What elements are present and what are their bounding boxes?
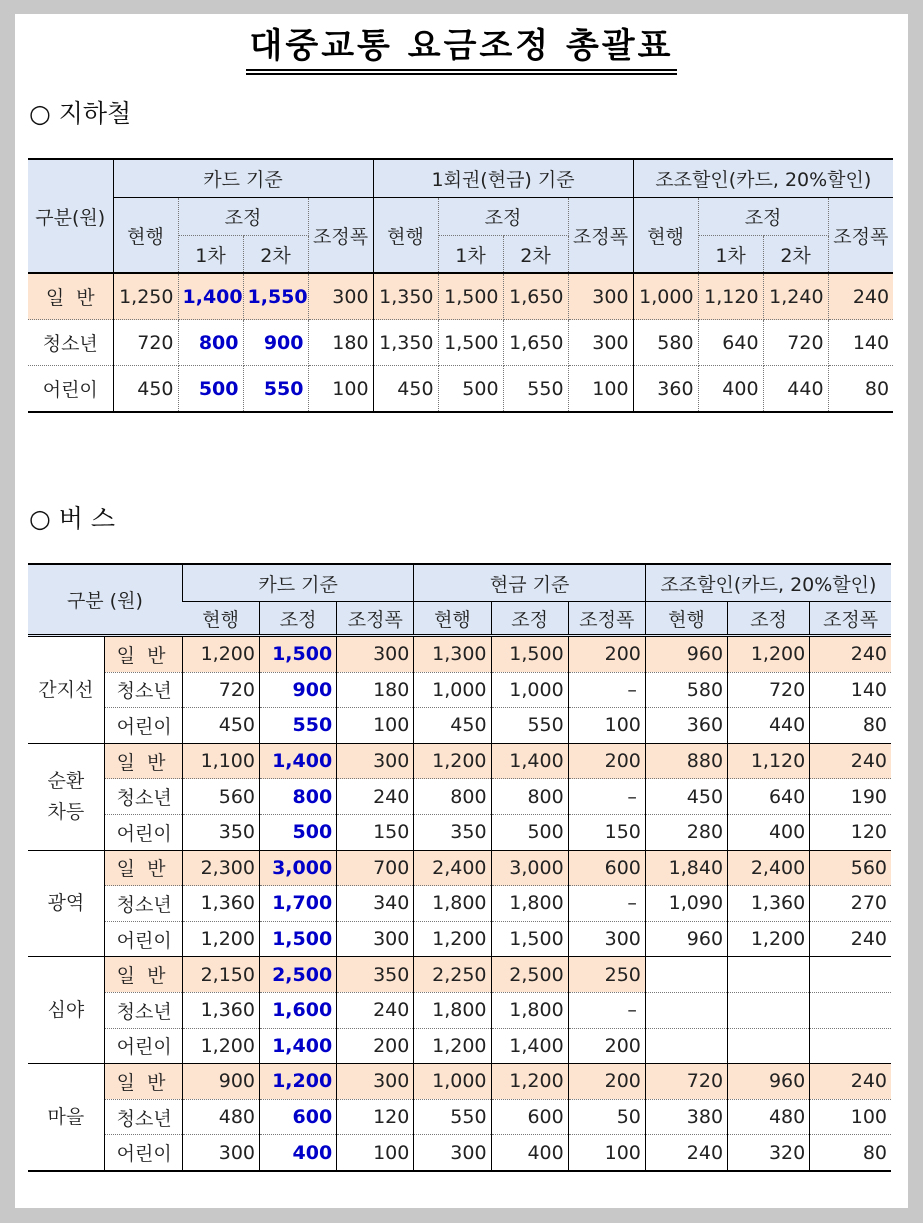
fare-cell: 580 <box>645 672 727 708</box>
fare-cell: 1,500 <box>438 273 503 320</box>
row-label: 청소년 <box>28 320 113 366</box>
fare-cell: 300 <box>337 1064 414 1100</box>
fare-cell: 560 <box>182 779 259 815</box>
fare-cell: 200 <box>568 1028 645 1064</box>
fare-cell: 560 <box>810 850 891 886</box>
table-row <box>28 708 891 744</box>
table-row <box>28 992 891 1028</box>
fare-cell <box>728 957 810 993</box>
fare-cell: 880 <box>645 743 727 779</box>
fare-cell: 150 <box>568 814 645 850</box>
table-row <box>28 743 891 779</box>
row-label: 일 반 <box>104 743 182 779</box>
fare-cell: 640 <box>728 779 810 815</box>
fare-cell <box>728 1028 810 1064</box>
table-row <box>28 921 891 957</box>
group-header-early-discount: 조조할인(카드, 20%할인) <box>645 564 891 602</box>
fare-cell: 1,250 <box>113 273 178 320</box>
fare-cell: 550 <box>243 366 308 413</box>
bus-type-label: 마을 <box>28 1064 104 1171</box>
fare-cell: 100 <box>568 708 645 744</box>
row-label: 일 반 <box>104 850 182 886</box>
fare-cell: 1,200 <box>728 921 810 957</box>
fare-cell: 580 <box>633 320 698 366</box>
fare-cell: 100 <box>568 366 633 413</box>
fare-cell: 1,700 <box>260 886 337 922</box>
fare-cell: 1,360 <box>182 886 259 922</box>
fare-cell: 960 <box>645 921 727 957</box>
fare-cell: 600 <box>260 1099 337 1135</box>
fare-cell: 80 <box>810 708 891 744</box>
fare-cell: 1,650 <box>503 273 568 320</box>
fare-cell: 1,200 <box>182 636 259 673</box>
fare-cell: 500 <box>491 814 568 850</box>
row-label: 청소년 <box>104 886 182 922</box>
subheader-second: 2차 <box>763 236 828 274</box>
document-title: 대중교통 요금조정 총괄표 <box>246 18 678 75</box>
fare-cell: 1,000 <box>633 273 698 320</box>
fare-cell: 100 <box>337 1135 414 1171</box>
fare-cell: 320 <box>728 1135 810 1171</box>
subheader-second: 2차 <box>243 236 308 274</box>
fare-cell: 240 <box>810 921 891 957</box>
fare-cell: 550 <box>260 708 337 744</box>
fare-cell: 1,240 <box>763 273 828 320</box>
fare-cell: 2,250 <box>414 957 491 993</box>
subheader-current: 현행 <box>113 198 178 274</box>
row-label: 어린이 <box>104 814 182 850</box>
fare-cell: 960 <box>728 1064 810 1100</box>
fare-cell: 800 <box>491 779 568 815</box>
fare-cell <box>645 1028 727 1064</box>
subheader-diff: 조정폭 <box>568 198 633 274</box>
document-page <box>15 14 908 1208</box>
fare-cell: 1,500 <box>260 921 337 957</box>
fare-cell: 1,200 <box>414 921 491 957</box>
fare-cell: 640 <box>698 320 763 366</box>
subheader-diff: 조정폭 <box>568 602 645 636</box>
fare-cell: 700 <box>337 850 414 886</box>
fare-cell: 960 <box>645 636 727 673</box>
fare-cell: 2,400 <box>728 850 810 886</box>
table-row <box>28 957 891 993</box>
fare-cell: 450 <box>414 708 491 744</box>
fare-cell: 500 <box>260 814 337 850</box>
fare-cell: 200 <box>337 1028 414 1064</box>
fare-cell <box>810 957 891 993</box>
fare-cell: 1,200 <box>182 1028 259 1064</box>
fare-cell: 450 <box>113 366 178 413</box>
fare-cell: 100 <box>337 708 414 744</box>
fare-cell: 200 <box>568 1064 645 1100</box>
row-label: 청소년 <box>104 1099 182 1135</box>
fare-cell: 1,360 <box>728 886 810 922</box>
fare-cell: 440 <box>763 366 828 413</box>
fare-cell: 800 <box>260 779 337 815</box>
fare-cell: 1,500 <box>491 921 568 957</box>
fare-cell: 300 <box>568 320 633 366</box>
fare-cell: – <box>568 992 645 1028</box>
fare-cell: 550 <box>491 708 568 744</box>
subheader-first: 1차 <box>438 236 503 274</box>
group-header-card: 카드 기준 <box>182 564 414 602</box>
fare-cell: 180 <box>308 320 373 366</box>
fare-cell: 500 <box>178 366 243 413</box>
bus-type-label: 광역 <box>28 850 104 957</box>
subheader-current: 현행 <box>182 602 259 636</box>
fare-cell: 400 <box>728 814 810 850</box>
fare-cell: 2,300 <box>182 850 259 886</box>
fare-cell: 1,090 <box>645 886 727 922</box>
row-label: 어린이 <box>104 921 182 957</box>
fare-cell: 340 <box>337 886 414 922</box>
fare-cell: 300 <box>337 743 414 779</box>
fare-cell: 3,000 <box>260 850 337 886</box>
section-subway-heading: ○ 지하철 <box>29 99 132 128</box>
fare-cell: 380 <box>645 1099 727 1135</box>
table-row <box>28 366 893 413</box>
column-header-category: 구분(원) <box>28 159 113 273</box>
fare-cell: 300 <box>337 921 414 957</box>
table-row <box>28 672 891 708</box>
fare-cell: 100 <box>568 1135 645 1171</box>
fare-cell: 500 <box>438 366 503 413</box>
fare-cell: 200 <box>568 743 645 779</box>
subheader-current: 현행 <box>645 602 727 636</box>
fare-cell: 240 <box>337 779 414 815</box>
row-label: 일 반 <box>104 957 182 993</box>
subway-fare-table <box>28 158 893 413</box>
fare-cell: 100 <box>810 1099 891 1135</box>
fare-cell: 80 <box>828 366 893 413</box>
fare-cell: 280 <box>645 814 727 850</box>
fare-cell: 900 <box>182 1064 259 1100</box>
fare-cell: 450 <box>373 366 438 413</box>
fare-cell: 360 <box>645 708 727 744</box>
fare-cell: 900 <box>243 320 308 366</box>
fare-cell: 240 <box>337 992 414 1028</box>
fare-cell: 1,550 <box>243 273 308 320</box>
fare-cell: 50 <box>568 1099 645 1135</box>
fare-cell: 450 <box>645 779 727 815</box>
table-row <box>28 1099 891 1135</box>
row-label: 어린이 <box>104 1028 182 1064</box>
subheader-diff: 조정폭 <box>337 602 414 636</box>
fare-cell: 1,800 <box>414 886 491 922</box>
section-bus-heading: ○ 버 스 <box>29 504 116 533</box>
fare-cell: 1,350 <box>373 273 438 320</box>
row-label: 청소년 <box>104 672 182 708</box>
group-header-early-discount: 조조할인(카드, 20%할인) <box>633 159 893 198</box>
fare-cell <box>645 957 727 993</box>
fare-cell: 3,000 <box>491 850 568 886</box>
fare-cell: – <box>568 672 645 708</box>
fare-cell: 480 <box>182 1099 259 1135</box>
fare-cell: 240 <box>810 1064 891 1100</box>
fare-cell: 360 <box>633 366 698 413</box>
fare-cell: 2,500 <box>260 957 337 993</box>
fare-cell: 300 <box>568 273 633 320</box>
fare-cell: 1,650 <box>503 320 568 366</box>
table-row <box>28 273 893 320</box>
fare-cell: 190 <box>810 779 891 815</box>
fare-cell: 300 <box>568 921 645 957</box>
fare-cell: 1,360 <box>182 992 259 1028</box>
subheader-first: 1차 <box>698 236 763 274</box>
subheader-second: 2차 <box>503 236 568 274</box>
fare-cell: 1,400 <box>260 1028 337 1064</box>
fare-cell: 450 <box>182 708 259 744</box>
fare-cell: 2,400 <box>414 850 491 886</box>
fare-cell: 550 <box>503 366 568 413</box>
fare-cell: 350 <box>337 957 414 993</box>
subheader-current: 현행 <box>633 198 698 274</box>
fare-cell: 800 <box>414 779 491 815</box>
fare-cell: 2,150 <box>182 957 259 993</box>
table-row <box>28 636 891 673</box>
table-row <box>28 1028 891 1064</box>
table-row <box>28 850 891 886</box>
row-label: 어린이 <box>28 366 113 413</box>
fare-cell: 200 <box>568 636 645 673</box>
fare-cell: 240 <box>645 1135 727 1171</box>
fare-cell: 1,000 <box>491 672 568 708</box>
fare-cell: 1,400 <box>260 743 337 779</box>
subheader-current: 현행 <box>373 198 438 274</box>
fare-cell: 1,200 <box>728 636 810 673</box>
group-header-cash: 1회권(현금) 기준 <box>373 159 633 198</box>
fare-cell: 1,000 <box>414 1064 491 1100</box>
fare-cell: 720 <box>182 672 259 708</box>
fare-cell: 350 <box>182 814 259 850</box>
row-label: 일 반 <box>28 273 113 320</box>
bus-fare-table <box>28 563 891 1172</box>
fare-cell: 240 <box>828 273 893 320</box>
row-label: 일 반 <box>104 1064 182 1100</box>
fare-cell: 240 <box>810 636 891 673</box>
fare-cell: 1,400 <box>178 273 243 320</box>
row-label: 어린이 <box>104 708 182 744</box>
table-row <box>28 779 891 815</box>
fare-cell: 1,200 <box>182 921 259 957</box>
fare-cell: 350 <box>414 814 491 850</box>
fare-cell: 300 <box>337 636 414 673</box>
fare-cell: 400 <box>491 1135 568 1171</box>
fare-cell: 120 <box>337 1099 414 1135</box>
group-header-card: 카드 기준 <box>113 159 373 198</box>
table-row <box>28 1064 891 1100</box>
fare-cell: 140 <box>828 320 893 366</box>
row-label: 어린이 <box>104 1135 182 1171</box>
subheader-adjust: 조정 <box>698 198 828 236</box>
subheader-diff: 조정폭 <box>810 602 891 636</box>
subheader-adjust: 조정 <box>178 198 308 236</box>
fare-cell: 1,200 <box>491 1064 568 1100</box>
subheader-adjust: 조정 <box>260 602 337 636</box>
table-row <box>28 1135 891 1171</box>
fare-cell: 1,840 <box>645 850 727 886</box>
subheader-diff: 조정폭 <box>828 198 893 274</box>
column-header-category: 구분 (원) <box>28 564 182 636</box>
fare-cell <box>810 1028 891 1064</box>
fare-cell: 1,400 <box>491 1028 568 1064</box>
fare-cell: 300 <box>414 1135 491 1171</box>
fare-cell: 1,000 <box>414 672 491 708</box>
bus-type-label: 심야 <box>28 957 104 1064</box>
fare-cell: 150 <box>337 814 414 850</box>
fare-cell: 140 <box>810 672 891 708</box>
fare-cell: 600 <box>491 1099 568 1135</box>
fare-cell <box>810 992 891 1028</box>
table-row <box>28 814 891 850</box>
fare-cell: 180 <box>337 672 414 708</box>
fare-cell: 1,200 <box>260 1064 337 1100</box>
fare-cell: 2,500 <box>491 957 568 993</box>
fare-cell: 1,500 <box>491 636 568 673</box>
fare-cell: 1,800 <box>414 992 491 1028</box>
subheader-adjust: 조정 <box>728 602 810 636</box>
fare-cell: 1,500 <box>438 320 503 366</box>
row-label: 청소년 <box>104 992 182 1028</box>
fare-cell: 440 <box>728 708 810 744</box>
fare-cell <box>645 992 727 1028</box>
subheader-adjust: 조정 <box>438 198 568 236</box>
fare-cell: 120 <box>810 814 891 850</box>
fare-cell: 1,500 <box>260 636 337 673</box>
group-header-cash: 현금 기준 <box>414 564 646 602</box>
subheader-current: 현행 <box>414 602 491 636</box>
fare-cell: 300 <box>182 1135 259 1171</box>
fare-cell: 550 <box>414 1099 491 1135</box>
fare-cell: – <box>568 886 645 922</box>
row-label: 일 반 <box>104 636 182 673</box>
fare-cell: 250 <box>568 957 645 993</box>
fare-cell: 720 <box>763 320 828 366</box>
fare-cell: 1,200 <box>414 1028 491 1064</box>
fare-cell: 900 <box>260 672 337 708</box>
fare-cell: 80 <box>810 1135 891 1171</box>
fare-cell: 1,600 <box>260 992 337 1028</box>
fare-cell: 240 <box>810 743 891 779</box>
bus-type-label: 간지선 <box>28 636 104 744</box>
fare-cell: 1,300 <box>414 636 491 673</box>
fare-cell: 400 <box>698 366 763 413</box>
fare-cell: 1,120 <box>728 743 810 779</box>
fare-cell: 600 <box>568 850 645 886</box>
fare-cell: 270 <box>810 886 891 922</box>
fare-cell: 1,800 <box>491 992 568 1028</box>
fare-cell: 720 <box>728 672 810 708</box>
fare-cell: 1,350 <box>373 320 438 366</box>
table-row <box>28 886 891 922</box>
table-row <box>28 320 893 366</box>
subheader-first: 1차 <box>178 236 243 274</box>
fare-cell: 1,200 <box>414 743 491 779</box>
subheader-diff: 조정폭 <box>308 198 373 274</box>
fare-cell: 1,100 <box>182 743 259 779</box>
fare-cell: 300 <box>308 273 373 320</box>
fare-cell: 800 <box>178 320 243 366</box>
fare-cell: 480 <box>728 1099 810 1135</box>
fare-cell: 100 <box>308 366 373 413</box>
fare-cell: 720 <box>645 1064 727 1100</box>
row-label: 청소년 <box>104 779 182 815</box>
fare-cell: 1,800 <box>491 886 568 922</box>
subheader-adjust: 조정 <box>491 602 568 636</box>
fare-cell: 400 <box>260 1135 337 1171</box>
fare-cell: – <box>568 779 645 815</box>
fare-cell <box>728 992 810 1028</box>
fare-cell: 720 <box>113 320 178 366</box>
bus-type-label: 순환 차등 <box>28 743 104 850</box>
fare-cell: 1,400 <box>491 743 568 779</box>
fare-cell: 1,120 <box>698 273 763 320</box>
